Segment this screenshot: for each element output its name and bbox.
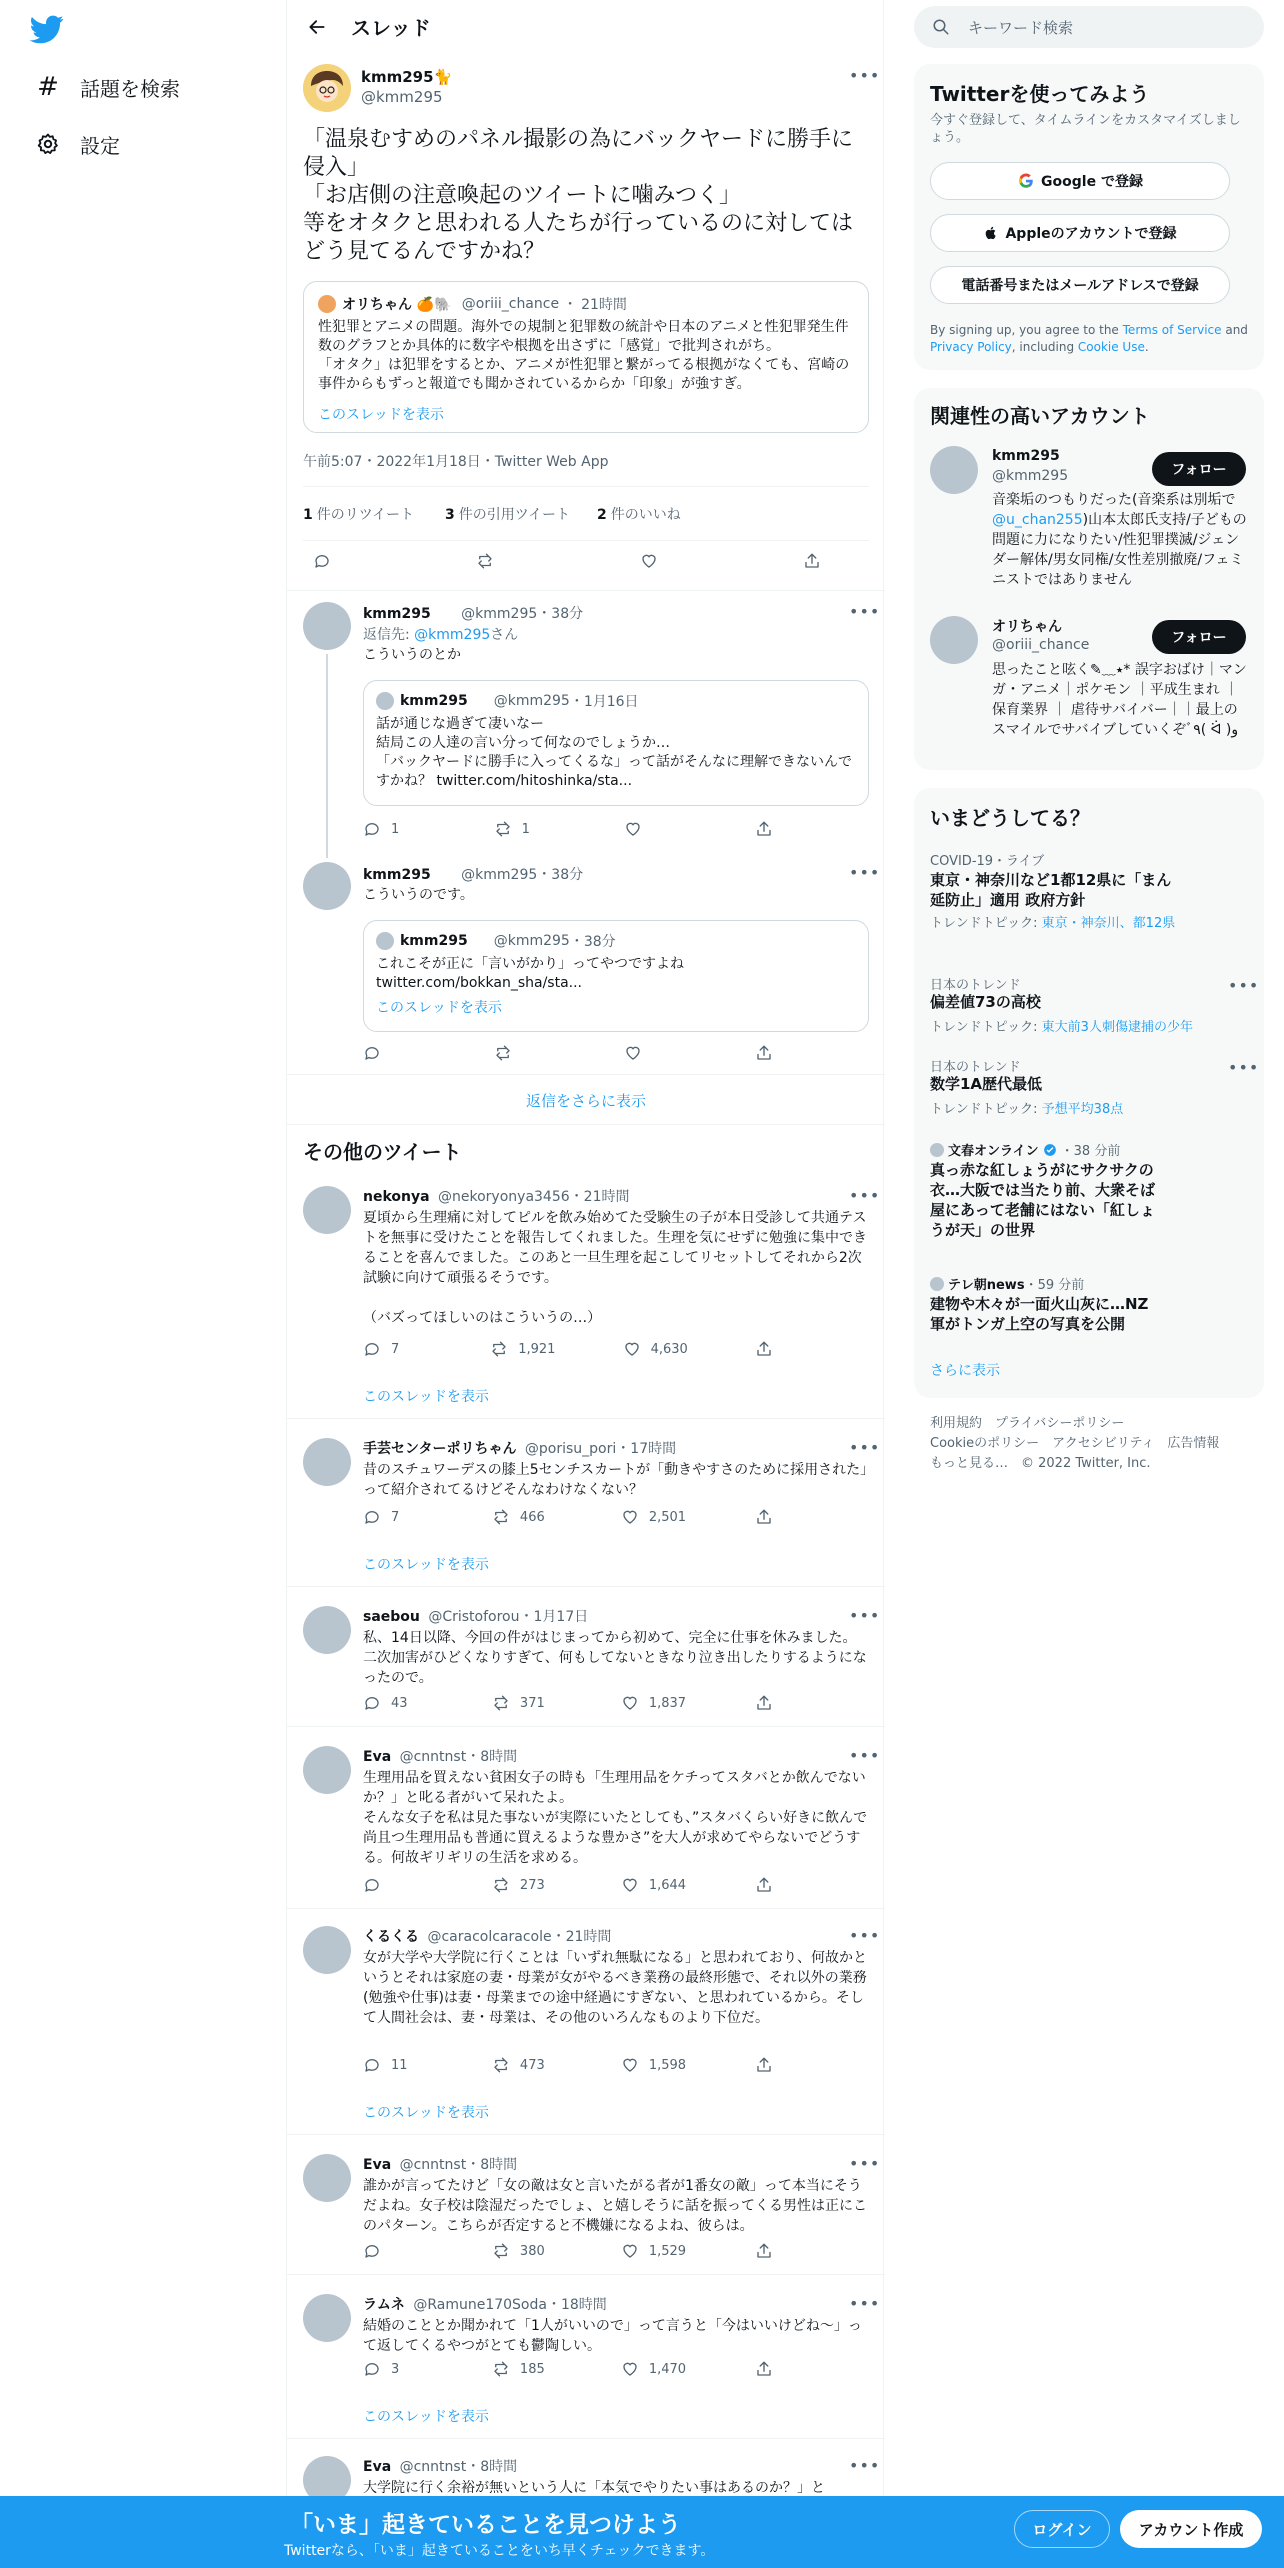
more-icon[interactable]: ••• [849, 1746, 881, 1765]
follow-button[interactable]: フォロー [1152, 452, 1246, 486]
account-name[interactable]: オリちゃん [992, 619, 1062, 635]
divider [287, 1124, 885, 1125]
tweet-actions [363, 1508, 783, 1526]
quote-stats[interactable]: 3 件の引用ツイート [445, 507, 571, 523]
retweet-icon [490, 1340, 508, 1358]
avatar[interactable] [303, 1438, 351, 1486]
source-avatar [930, 1277, 944, 1291]
tweet-actions [363, 2360, 783, 2378]
trends-card: いまどうしてる？ COVID-19・ライブ 東京・神奈川など1都12県に「まん延防止」適用 政府方針 トレンドトピック: 東京・神奈川、都12県 日本のトレンド 偏差値73の高校 トレンドトピック: 東大前3人刺傷逮捕の少年 ••• 日本のトレンド 数学1A歴代最低 トレンドトピック: 予想平均38点 ••• 文春オンライン ・ 38 分前 真っ赤な紅しょうがにサクサクの衣…大阪では当たり前、大衆そば屋にあって老舗にはない「紅しょうが天」の世界 テレ朝news ・ 59 分前 建物や木々が一面火山灰に…NZ軍がトンガ上空の写真を公開 さらに表示 [914, 788, 1264, 1398]
share-button[interactable] [755, 1340, 783, 1358]
tweet-header: saebou @Cristoforou・1月17日 [363, 1609, 589, 1625]
bio-mention-link[interactable]: @u_chan255 [992, 512, 1083, 528]
tweet-header: くるくる @caracolcaracole・21時間 [363, 1929, 612, 1945]
heart-icon [621, 1508, 639, 1526]
tweet-header: 手芸センターポリちゃん @porisu_pori・17時間 [363, 1441, 677, 1457]
twitter-logo-icon[interactable] [30, 12, 70, 46]
retweet-icon [492, 1876, 510, 1894]
heart-icon [621, 2360, 639, 2378]
quoted-handle: @oriii_chance [461, 296, 560, 312]
retweet-icon [492, 1508, 510, 1526]
reply-header: kmm295 @kmm295・38分 [363, 867, 584, 883]
heart-icon [640, 552, 658, 570]
thread-header [287, 0, 885, 53]
tweet-text: 結婚のこととか聞かれて「1人がいいので」って言うと「今はいいけどね〜」って返してくるやつがとても鬱陶しい。 [363, 2318, 862, 2354]
tweet-text: 誰かが言ってたけど「女の敵は女と言いたがる者が1番女の敵」って本当にそうだよね。女子校は陰湿だったでしょ、と嬉しそうに話を振ってくる男性は正にこのパターン。こちらが否定すると不機嫌になるよね、彼らは。 [363, 2178, 867, 2234]
retweet-button[interactable] [494, 1044, 554, 1062]
right-sidebar [914, 0, 1264, 2568]
reply-icon [363, 2056, 381, 2074]
retweet-button[interactable]: 380 [492, 2242, 552, 2260]
quoted-name: オリちゃん 🍊🐘 [342, 297, 452, 313]
share-button[interactable] [755, 1044, 783, 1062]
like-button[interactable] [624, 1044, 684, 1062]
quoted-tweet[interactable] [363, 920, 869, 1032]
share-icon [755, 2056, 773, 2074]
reply-actions [363, 1044, 783, 1062]
banner-headline: 「いま」起きていることを見つけよう [290, 2512, 681, 2538]
google-signup-button[interactable]: Google で登録 [930, 162, 1230, 200]
avatar[interactable] [303, 1186, 351, 1234]
tweet-timestamp[interactable]: 午前5:07・2022年1月18日・Twitter Web App [303, 454, 609, 470]
reply-actions [363, 820, 783, 838]
tweet-text: 女が大学や大学院に行くことは「いずれ無駄になる」と思われており、何故かというとそれは家庭の妻・母業が女がやるべき業務の最終形態で、それ以外の業務(勉強や仕事)は妻・母業までの途中経過にすぎない、と思われているから。そして人間社会は、妻・母業は、その他のいろんなものより下位だ。 [363, 1950, 867, 2026]
author-name[interactable]: kmm295🐈 [361, 68, 453, 86]
avatar[interactable] [303, 2154, 351, 2202]
show-thread-link[interactable]: このスレッドを表示 [363, 2409, 489, 2425]
show-thread-link[interactable]: このスレッドを表示 [376, 1000, 502, 1016]
apple-signup-button[interactable]: Appleのアカウントで登録 [930, 214, 1230, 252]
author-handle[interactable]: @kmm295 [361, 88, 443, 106]
reply-to-label: 返信先: @kmm295さん [363, 627, 519, 643]
hashtag-icon: # [37, 72, 59, 102]
retweet-button[interactable]: 185 [492, 2360, 552, 2378]
avatar[interactable] [303, 1926, 351, 1974]
quoted-header: kmm295 @kmm295 ・ 1月16日 [400, 693, 639, 710]
quoted-text: これこそが正に「言いがかり」ってやつですよね twitter.com/bokkan_sha/sta... [376, 956, 684, 991]
gear-icon [34, 130, 62, 158]
retweet-button[interactable]: 1,921 [490, 1340, 555, 1358]
retweet-button[interactable]: 1 [494, 820, 554, 838]
nav-settings-label: 設定 [80, 133, 120, 158]
account-handle: @kmm295 [992, 468, 1069, 484]
share-icon [755, 1508, 773, 1526]
more-icon[interactable]: ••• [1228, 1058, 1260, 1077]
like-button[interactable]: 4,630 [623, 1340, 688, 1358]
tweet-text: こういうのとか [363, 647, 461, 663]
retweet-button[interactable]: 273 [492, 1876, 552, 1894]
other-tweets-heading: その他のツイート [303, 1140, 462, 1164]
share-button[interactable] [755, 2242, 783, 2260]
retweet-icon [494, 820, 512, 838]
signup-title: Twitterを使ってみよう [930, 82, 1150, 106]
reply-icon [363, 820, 381, 838]
tweet-text: 昔のスチュワーデスの膝上5センチスカートが「動きやすさのために採用された」って紹介されてるけどそんなわけなくない？ [363, 1462, 868, 1498]
reply-header: kmm295 @kmm295・38分 [363, 606, 584, 622]
divider [287, 1908, 885, 1909]
trends-title: いまどうしてる？ [930, 806, 1090, 830]
reply-icon [363, 2360, 381, 2378]
divider [287, 2274, 885, 2275]
divider [287, 590, 885, 591]
heart-icon [624, 820, 642, 838]
more-icon[interactable]: ••• [849, 1186, 881, 1205]
share-button[interactable] [755, 820, 783, 838]
share-icon [803, 552, 821, 570]
account-bio: 思ったこと呟く✎﹏٭* 誤字おばけ｜マンガ・アニメ｜ポケモン ｜平成生まれ ｜保育業界 ｜ 虐待サバイバー｜｜最上のスマイルでサバイブしていくぞﾞ٩( ᐛ )و [992, 662, 1247, 738]
share-button[interactable] [755, 1508, 783, 1526]
tweet-header: nekonya @nekoryonya3456・21時間 [363, 1189, 630, 1205]
more-icon[interactable]: ••• [849, 2456, 881, 2475]
quoted-show-thread-link[interactable]: このスレッドを表示 [318, 407, 444, 423]
google-icon [1017, 172, 1035, 190]
like-button[interactable]: 1,470 [621, 2360, 686, 2378]
signup-banner [0, 2496, 1284, 2568]
signup-subtitle: 今すぐ登録して、タイムラインをカスタマイズしましょう。 [930, 113, 1241, 145]
quoted-text: 性犯罪とアニメの問題。海外での規制と犯罪数の統計や日本のアニメと性犯罪発生件数のグラフとか具体的に数字や根拠を出さずに「感覚」で批判されがち。 「オタク」は犯罪をするとか、アニメが性犯罪と繋がってる根拠がなくても、宮崎の事件からもずっと報道でも聞かされているからか「印象」が強すぎ。 [318, 319, 850, 392]
search-input[interactable]: キーワード検索 [968, 18, 1074, 37]
tweet-text: こういうのです。 [363, 887, 474, 903]
divider [303, 486, 869, 487]
reply-icon [363, 2242, 381, 2260]
privacy-link[interactable]: Privacy Policy [930, 340, 1012, 354]
like-button[interactable] [640, 552, 700, 570]
avatar[interactable] [303, 2294, 351, 2342]
tweet-text: 夏頃から生理痛に対してピルを飲み始めてた受験生の子が本日受診して共通テストを無事に受けたことを報告してくれました。生理を気にせずに勉強に集中できることを喜んでました。このあと一旦生理を起こしてリセットしてそれから2次試験に向けて頑張るそうです。 （バズってほしいのはこういうの…） [363, 1210, 867, 1326]
show-thread-link[interactable]: このスレッドを表示 [363, 1557, 489, 1573]
share-button[interactable] [755, 2360, 783, 2378]
reply-icon [313, 552, 331, 570]
tweet-header: Eva @cnntnst・8時間 [363, 2459, 518, 2475]
divider [287, 1586, 885, 1587]
like-stats[interactable]: 2 件のいいね [597, 507, 681, 523]
reply-icon [363, 1694, 381, 1712]
nav-explore-label: 話題を検索 [80, 76, 180, 101]
login-button[interactable]: ログイン [1014, 2510, 1110, 2548]
reply-button[interactable] [363, 1044, 423, 1062]
reply-button[interactable] [363, 1876, 423, 1894]
avatar[interactable] [930, 616, 978, 664]
tweet-actions [363, 2242, 783, 2260]
avatar[interactable] [303, 602, 351, 650]
quoted-time: 21時間 [581, 297, 627, 313]
reply-icon [363, 1340, 381, 1358]
reply-icon [363, 1508, 381, 1526]
retweet-icon [492, 2242, 510, 2260]
divider [303, 540, 869, 541]
page-title: スレッド [351, 16, 431, 40]
avatar[interactable] [303, 1606, 351, 1654]
banner-subtitle: Twitterなら、「いま」起きていることをいち早くチェックできます。 [284, 2543, 715, 2559]
share-button[interactable] [755, 1694, 783, 1712]
show-thread-link[interactable]: このスレッドを表示 [363, 1389, 489, 1405]
share-icon [755, 2242, 773, 2260]
retweet-button[interactable]: 473 [492, 2056, 552, 2074]
retweet-icon [494, 1044, 512, 1062]
tweet-header: Eva @cnntnst・8時間 [363, 2157, 518, 2173]
tweet-text: 「温泉むすめのパネル撮影の為にバックヤードに勝手に侵入」 「お店側の注意喚起のツイートに噛みつく」 等をオタクと思われる人たちが行っているのに対してはどう見てるんですかね？ [303, 127, 854, 264]
search-icon [932, 18, 950, 36]
share-icon [755, 1876, 773, 1894]
apple-icon [983, 225, 999, 241]
footer-links[interactable]: 利用規約 プライバシーポリシー Cookieのポリシー アクセシビリティ 広告情報 もっと見る… © 2022 Twitter, Inc. [930, 1416, 1220, 1471]
quoted-avatar [376, 692, 394, 710]
more-icon[interactable]: ••• [849, 1606, 881, 1625]
quoted-header: kmm295 @kmm295 ・ 38分 [400, 933, 616, 950]
signup-terms: By signing up, you agree to the Terms of Service and Privacy Policy, including Cookie Use. [930, 323, 1248, 354]
tweet-header: Eva @cnntnst・8時間 [363, 1749, 518, 1765]
more-icon[interactable]: ••• [849, 66, 881, 85]
retweet-icon [492, 1694, 510, 1712]
reply-button[interactable] [313, 552, 373, 570]
retweet-button[interactable] [476, 552, 536, 570]
reply-button[interactable]: 7 [363, 1508, 423, 1526]
show-more-trends-link[interactable]: さらに表示 [930, 1363, 1000, 1379]
reply-button[interactable]: 11 [363, 2056, 423, 2074]
like-button[interactable]: 1,529 [621, 2242, 686, 2260]
like-button[interactable]: 1,837 [621, 1694, 686, 1712]
signup-card [914, 64, 1264, 370]
retweet-icon [476, 552, 494, 570]
show-more-replies-link[interactable]: 返信をさらに表示 [525, 1092, 646, 1110]
retweet-icon [492, 2360, 510, 2378]
retweet-button[interactable]: 371 [492, 1694, 552, 1712]
retweet-button[interactable]: 466 [492, 1508, 552, 1526]
main-tweet-actions [313, 552, 863, 570]
heart-icon [621, 2242, 639, 2260]
share-icon [755, 1044, 773, 1062]
reply-button[interactable]: 7 [363, 1340, 423, 1358]
heart-icon [621, 1694, 639, 1712]
reply-icon [363, 1044, 381, 1062]
like-button[interactable]: 1,598 [621, 2056, 686, 2074]
more-icon[interactable]: ••• [849, 2294, 881, 2313]
related-accounts-card [914, 388, 1264, 770]
share-button[interactable] [755, 1876, 783, 1894]
reply-button[interactable] [363, 2242, 423, 2260]
quoted-header: オリちゃん 🍊🐘 @oriii_chance ・ 21時間 [342, 296, 627, 313]
retweet-icon [492, 2056, 510, 2074]
heart-icon [624, 1044, 642, 1062]
like-button[interactable] [624, 820, 684, 838]
account-handle: @oriii_chance [992, 637, 1090, 653]
divider [287, 1074, 885, 1075]
nav-explore[interactable] [34, 67, 180, 107]
source-avatar [930, 1143, 944, 1157]
signup-button[interactable]: アカウント作成 [1120, 2510, 1262, 2548]
quoted-tweet[interactable] [363, 680, 869, 806]
like-button[interactable]: 1,644 [621, 1876, 686, 1894]
thread-column [286, 0, 884, 2568]
more-icon[interactable]: ••• [849, 1438, 881, 1457]
share-button[interactable] [803, 552, 863, 570]
reply-icon [363, 1876, 381, 1894]
divider [287, 1418, 885, 1419]
like-button[interactable]: 2,501 [621, 1508, 686, 1526]
more-icon[interactable]: ••• [1228, 976, 1260, 995]
divider [287, 1726, 885, 1727]
avatar[interactable] [303, 862, 351, 910]
search-box[interactable] [914, 6, 1264, 48]
quoted-avatar [318, 295, 336, 313]
avatar[interactable] [303, 64, 351, 112]
account-name[interactable]: kmm295 [992, 448, 1060, 464]
avatar[interactable] [303, 1746, 351, 1794]
nav-settings[interactable] [34, 124, 120, 164]
show-thread-link[interactable]: このスレッドを表示 [363, 2105, 489, 2121]
back-arrow-icon[interactable] [297, 7, 337, 47]
more-icon[interactable]: ••• [849, 2154, 881, 2173]
account-bio: 音楽垢のつもりだった(音楽系は別垢で@u_chan255)山本太郎氏支持/子どもの問題に力になりたい/性犯罪撲滅/ジェンダー解体/男女同権/女性差別撤廃/フェミニストではありません [992, 492, 1247, 588]
terms-link[interactable]: Terms of Service [1122, 323, 1222, 337]
thread-line [326, 654, 328, 858]
tweet-actions [363, 2056, 783, 2074]
related-title: 関連性の高いアカウント [930, 404, 1150, 428]
reply-button[interactable]: 3 [363, 2360, 423, 2378]
avatar[interactable] [930, 446, 978, 494]
reply-to-handle-link[interactable]: @kmm295 [414, 627, 491, 643]
share-button[interactable] [755, 2056, 783, 2074]
tweet-text: 私、14日以降、今回の件がはじまってから初めて、完全に仕事を休みました。二次加害がひどくなりすぎて、何もしてないときなり泣き出したりするようになったので。 [363, 1630, 867, 1686]
reply-button[interactable]: 43 [363, 1694, 423, 1712]
cookie-link[interactable]: Cookie Use [1077, 340, 1145, 354]
share-icon [755, 820, 773, 838]
share-icon [755, 1694, 773, 1712]
tweet-header: ラムネ @Ramune170Soda・18時間 [363, 2297, 607, 2313]
more-icon[interactable]: ••• [849, 1926, 881, 1945]
verified-badge-icon [1043, 1143, 1057, 1157]
tweet-actions [363, 1876, 783, 1894]
heart-icon [623, 1340, 641, 1358]
heart-icon [621, 1876, 639, 1894]
reply-button[interactable]: 1 [363, 820, 423, 838]
follow-button[interactable]: フォロー [1152, 620, 1246, 654]
share-icon [755, 1340, 773, 1358]
share-icon [755, 2360, 773, 2378]
tweet-text: 生理用品を買えない貧困女子の時も「生理用品をケチってスタバとか飲んでないか？」と叱る者がいて呆れたよ。 そんな女子を私は見た事ないが実際にいたとしても、”スタバくらい好きに飲んで尚且つ生理用品も普通に買えるような豊かさ”を大人が求めてやらないでどうする。何故ギリギリの生活を求める。 [363, 1770, 868, 1866]
quoted-tweet[interactable] [303, 281, 869, 433]
divider [287, 2134, 885, 2135]
quoted-text: 話が通じな過ぎて凄いなー 結局この人達の言い分って何なのでしょうか… 「バックヤードに勝手に入ってくるな」って話がそんなに理解できないんですかね？ twitter.com/hitoshinka/sta... [376, 716, 852, 789]
quoted-avatar [376, 932, 394, 950]
tweet-actions [363, 1340, 783, 1358]
heart-icon [621, 2056, 639, 2074]
divider [287, 2438, 885, 2439]
phone-email-signup-button[interactable]: 電話番号またはメールアドレスで登録 [930, 266, 1230, 304]
left-navigation [0, 0, 286, 2568]
tweet-text: 大学院に行く余裕が無いという人に「本気でやりたい事はあるのか？」と [363, 2480, 825, 2496]
retweet-stats[interactable]: 1 件のリツイート [303, 507, 415, 523]
more-icon[interactable]: ••• [849, 602, 881, 621]
more-icon[interactable]: ••• [849, 863, 881, 882]
tweet-actions [363, 1694, 783, 1712]
